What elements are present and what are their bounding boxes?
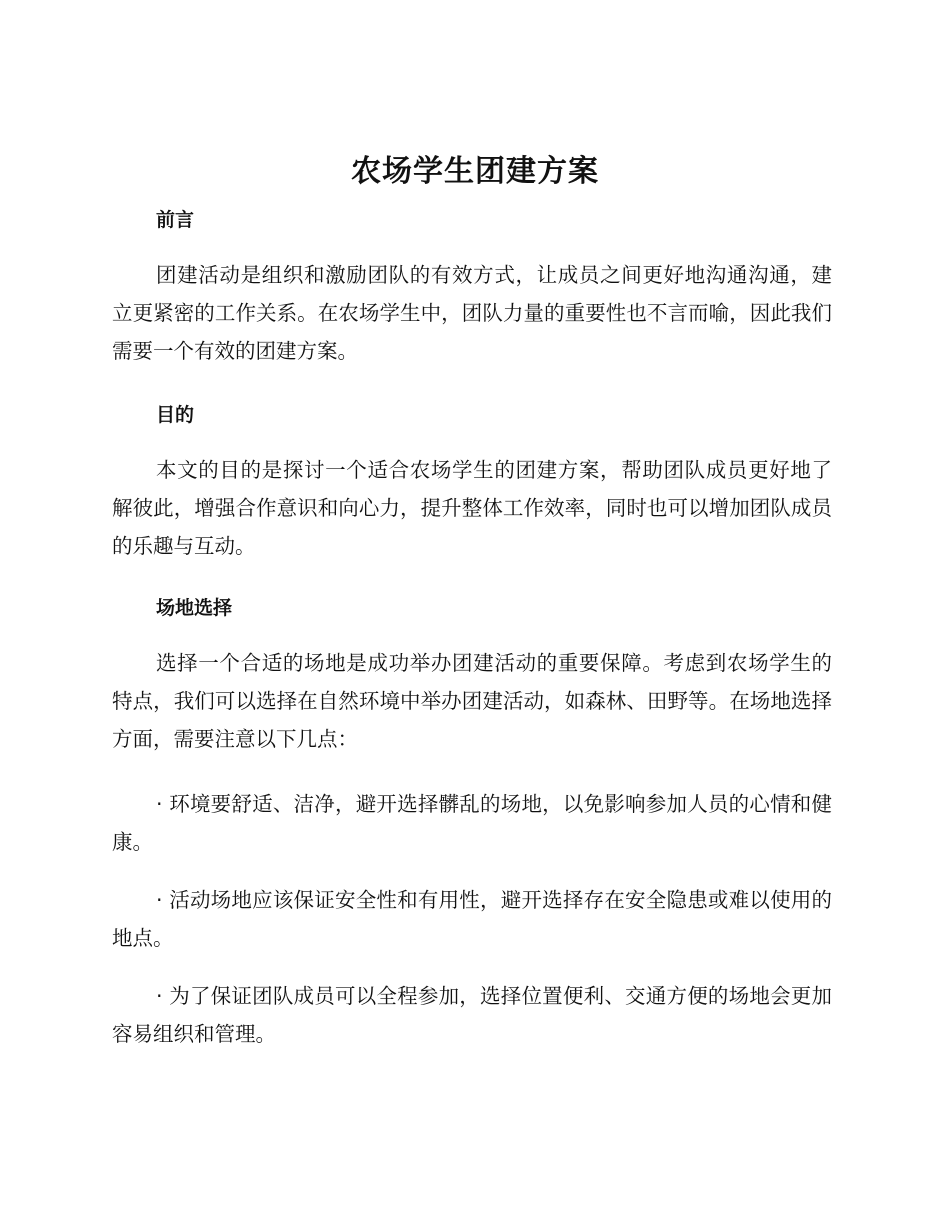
venue-intro-paragraph: 选择一个合适的场地是成功举办团建活动的重要保障。考虑到农场学生的特点，我们可以选择在自然环境中举办团建活动，如森林、田野等。在场地选择方面，需要注意以下几点： [112,651,832,751]
venue-bullet-3: · 为了保证团队成员可以全程参加，选择位置便利、交通方便的场地会更加容易组织和管理。 [112,984,832,1046]
purpose-paragraph: 本文的目的是探讨一个适合农场学生的团建方案，帮助团队成员更好地了解彼此，增强合作意识和向心力，提升整体工作效率，同时也可以增加团队成员的乐趣与互动。 [112,458,832,558]
document-title: 农场学生团建方案 [351,154,599,189]
preface-paragraph: 团建活动是组织和激励团队的有效方式，让成员之间更好地沟通沟通，建立更紧密的工作关系。在农场学生中，团队力量的重要性也不言而喻，因此我们需要一个有效的团建方案。 [112,263,832,363]
venue-bullet-2: · 活动场地应该保证安全性和有用性，避开选择存在安全隐患或难以使用的地点。 [112,888,832,950]
section-heading-preface: 前言 [156,209,195,231]
section-heading-purpose: 目的 [156,404,195,426]
venue-bullet-1: · 环境要舒适、洁净，避开选择髒乱的场地，以免影响参加人员的心情和健康。 [112,792,832,854]
section-heading-venue: 场地选择 [156,597,233,619]
